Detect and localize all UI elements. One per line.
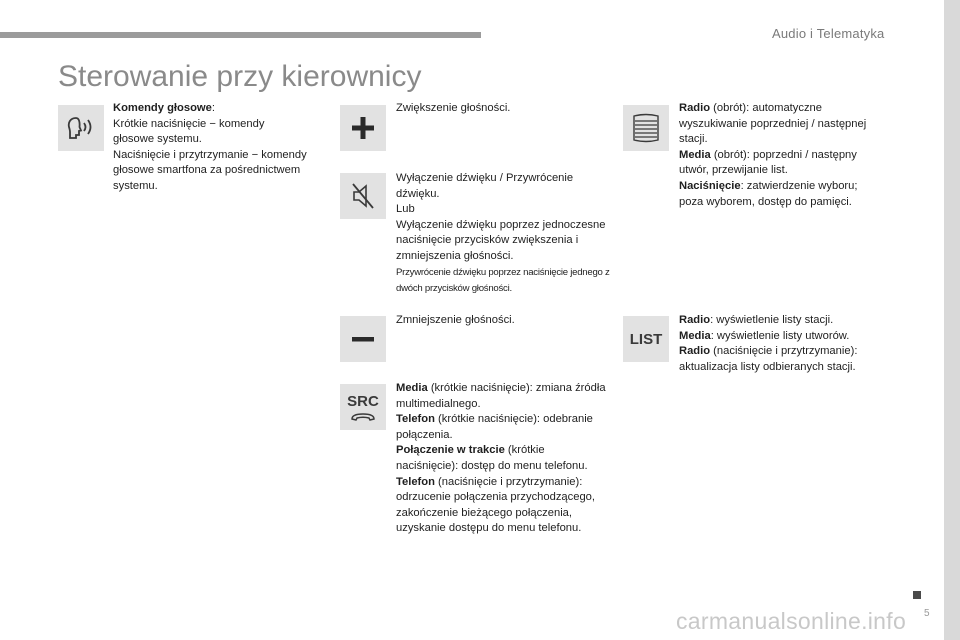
list-text-media: : wyświetlenie listy utworów. (710, 329, 850, 342)
side-tab (944, 0, 960, 640)
list-label-radio: Radio (679, 314, 711, 326)
thumbwheel-description (679, 101, 879, 210)
src-text-phone: (krótkie naciśnięcie): odebranie połączenia. (396, 413, 593, 441)
list-label-media: Media (679, 329, 711, 342)
thumbwheel-icon (623, 105, 669, 151)
voice-title-suffix: : (211, 102, 215, 114)
minus-icon (340, 316, 386, 362)
src-text-phone-hold: (naciśnięcie i przytrzymanie): odrzucenie połączenia przychodzącego, zakończenie bieżącego połączenia, uzyskanie dostępu do menu telefonu. (396, 475, 596, 535)
src-label-phone-hold: Telefon (396, 475, 435, 488)
page-marker (913, 591, 921, 599)
list-description (679, 313, 884, 375)
plus-description: Zwiększenie głośności. (396, 102, 511, 114)
section-title: Audio i Telematyka (772, 26, 885, 41)
src-label-phone: Telefon (396, 413, 435, 426)
page-number: 5 (924, 608, 930, 619)
mute-icon (340, 173, 386, 219)
plus-icon (340, 105, 386, 151)
mute-text: Wyłączenie dźwięku / Przywrócenie dźwięku. Lub Wyłączenie dźwięku poprzez jednoczesne naciśnięcie przycisków zwiększenia i zmniejszenia głośności. (396, 172, 606, 262)
voice-text: Krótkie naciśnięcie − komendy głosowe systemu. Naciśnięcie i przytrzymanie − komendy głosowe smartfona za pośrednictwem systemu. (113, 117, 307, 192)
header-rule (0, 32, 481, 38)
voice-title: Komendy głosowe (113, 102, 212, 114)
wheel-label-press: Naciśnięcie (679, 179, 741, 192)
wheel-label-media: Media (679, 148, 711, 161)
page-title: Sterowanie przy kierownicy (58, 60, 422, 93)
wheel-label-radio: Radio (679, 102, 711, 114)
wheel-text-radio: (obrót): automatyczne wyszukiwanie poprzedniej / następnej stacji. (679, 102, 867, 146)
list-label-radio-hold: Radio (679, 345, 711, 358)
list-icon-label: LIST (629, 330, 663, 348)
watermark: carmanualsonline.info (676, 608, 907, 634)
src-label-media: Media (396, 382, 428, 394)
minus-description: Zmniejszenie głośności. (396, 314, 515, 326)
wheel-text-media: (obrót): poprzedni / następny utwór, przewijanie list. (679, 148, 857, 177)
voice-description (113, 101, 308, 195)
src-description (396, 381, 608, 537)
src-text-media: (krótkie naciśnięcie): zmiana źródła multimedialnego. (396, 382, 606, 410)
src-icon-label: SRC (347, 392, 379, 410)
src-phone-icon (340, 384, 386, 430)
list-text-radio: : wyświetlenie listy stacji. (710, 314, 834, 326)
voice-command-icon (58, 105, 104, 151)
wheel-text-press: : zatwierdzenie wyboru; poza wyborem, dostęp do pamięci. (679, 179, 858, 208)
src-label-call: Połączenie w trakcie (396, 444, 505, 457)
list-icon (623, 316, 669, 362)
mute-description (396, 171, 614, 297)
list-text-radio-hold: (naciśnięcie i przytrzymanie): aktualizacja listy odbieranych stacji. (679, 345, 858, 373)
src-text-call: (krótkie naciśnięcie): dostęp do menu telefonu. (396, 444, 588, 472)
mute-small-text: Przywrócenie dźwięku poprzez naciśnięcie jednego z dwóch przycisków głośności. (396, 266, 610, 294)
